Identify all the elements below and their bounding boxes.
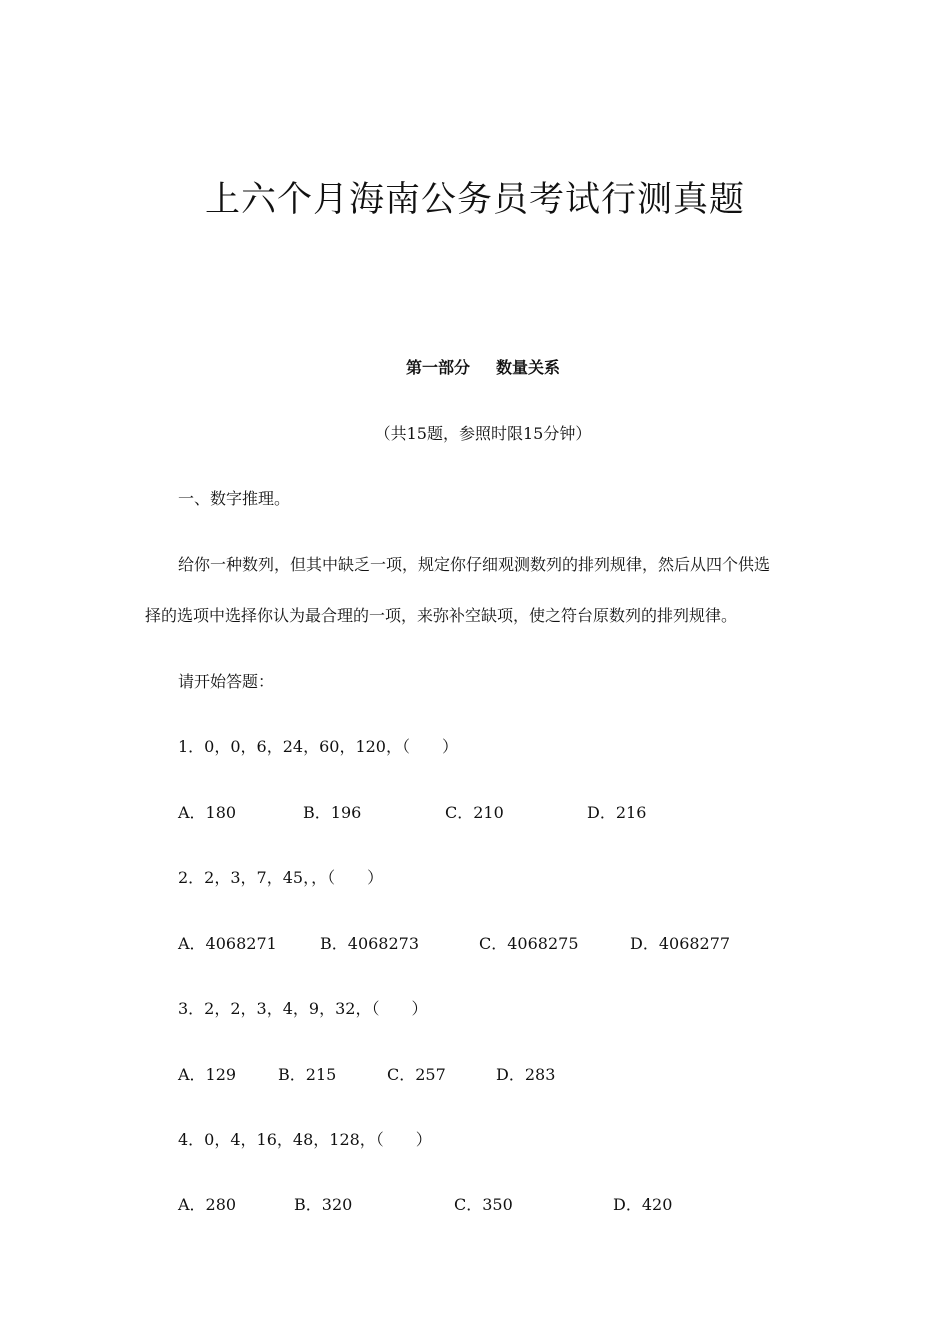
question-3-stem: 3．2，2，3，4，9，32，（ ） xyxy=(178,999,428,1018)
question-2-option-c: C．4068275 xyxy=(479,934,579,953)
section-heading xyxy=(0,355,950,378)
question-2-option-d: D．4068277 xyxy=(630,934,731,953)
question-1-option-c: C．210 xyxy=(445,803,504,822)
subsection-heading: 一、数字推理。 xyxy=(178,489,291,508)
section-name: 数量关系 xyxy=(496,358,561,377)
document-title: 上六个月海南公务员考试行测真题 xyxy=(204,180,745,220)
time-limit-note: （共15题，参照时限15分钟） xyxy=(374,424,592,443)
question-4-option-a: A．280 xyxy=(178,1195,237,1214)
question-4-option-c: C．350 xyxy=(454,1195,513,1214)
question-2-option-b: B．4068273 xyxy=(320,934,420,953)
question-1-option-a: A．180 xyxy=(178,803,237,822)
question-3-option-c: C．257 xyxy=(387,1065,446,1084)
question-4-option-b: B．320 xyxy=(294,1195,353,1214)
start-prompt: 请开始答题： xyxy=(178,672,275,691)
instructions-line-2: 择的选项中选择你认为最合理的一项，来弥补空缺项，使之符台原数列的排列规律。 xyxy=(145,606,738,625)
question-1-stem: 1．0，0，6，24，60，120，（ ） xyxy=(178,737,458,756)
question-2-option-a: A．4068271 xyxy=(178,934,277,953)
question-1-option-d: D．216 xyxy=(587,803,647,822)
question-3-option-a: A．129 xyxy=(178,1065,237,1084)
question-1-option-b: B．196 xyxy=(303,803,362,822)
question-4-option-d: D．420 xyxy=(613,1195,673,1214)
question-2-stem: 2．2，3，7，45，，（ ） xyxy=(178,868,384,887)
question-4-stem: 4．0，4，16，48，128，（ ） xyxy=(178,1130,432,1149)
question-3-option-d: D．283 xyxy=(496,1065,556,1084)
section-part: 第一部分 xyxy=(405,358,470,377)
question-3-option-b: B．215 xyxy=(278,1065,337,1084)
instructions-line-1: 给你一种数列，但其中缺乏一项，规定你仔细观测数列的排列规律，然后从四个供选 xyxy=(178,555,771,574)
